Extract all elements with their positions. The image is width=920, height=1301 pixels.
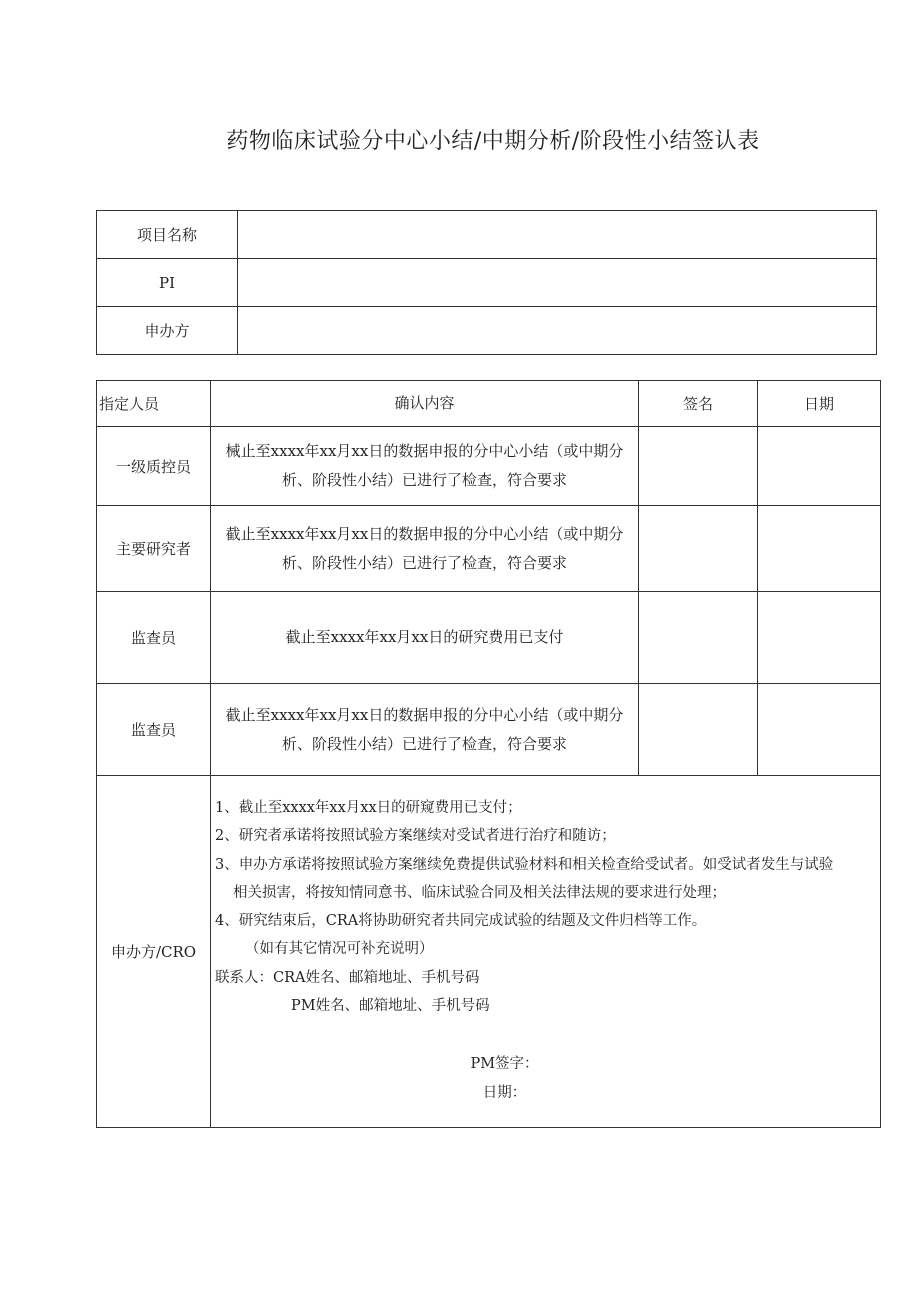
header-content: 确认内容: [211, 381, 639, 427]
pm-signature-label[interactable]: PM签字：: [470, 1056, 539, 1073]
table-row: [97, 259, 877, 307]
sponsor-row: [97, 776, 881, 1128]
sign-date-label[interactable]: 日期：: [482, 1084, 527, 1101]
signature-cell[interactable]: [639, 427, 758, 506]
sponsor-cro-label: 申办方/CRO: [97, 776, 211, 1128]
sponsor-commitments: [211, 776, 881, 1128]
signoff-table: [96, 380, 881, 1128]
sponsor-value[interactable]: [238, 307, 877, 355]
table-header-row: [97, 381, 881, 427]
page-title: 药物临床试验分中心小结/中期分析/阶段性小结签认表: [226, 129, 760, 154]
signature-cell[interactable]: [639, 592, 758, 684]
commitment-item: 相关损害，将按知情同意书、临床试验合同及相关法律法规的要求进行处理；: [233, 884, 726, 901]
person-cell: 主要研究者: [97, 506, 211, 592]
signature-cell[interactable]: [639, 684, 758, 776]
date-cell[interactable]: [758, 592, 881, 684]
content-cell: 械止至xxxx年xx月xx日的数据申报的分中心小结（或中期分析、阶段性小结）已进行了检查，符合要求: [211, 427, 639, 506]
pi-value[interactable]: [238, 259, 877, 307]
date-cell[interactable]: [758, 684, 881, 776]
sponsor-label: 申办方: [97, 307, 238, 355]
commitment-item: 3、申办方承诺将按照试验方案继续免费提供试验材料和相关检查给受试者。如受试者发生与试验: [215, 856, 834, 873]
table-row: [97, 427, 881, 506]
person-cell: 监查员: [97, 684, 211, 776]
signature-cell[interactable]: [639, 506, 758, 592]
project-name-label: 项目名称: [97, 211, 238, 259]
supplement-note: （如有其它情况可补充说明）: [245, 941, 434, 958]
person-cell: 一级质控员: [97, 427, 211, 506]
date-cell[interactable]: [758, 427, 881, 506]
commitment-item: 4、研究结束后，CRA将协助研究者共同完成试验的结题及文件归档等工作。: [215, 913, 707, 930]
date-cell[interactable]: [758, 506, 881, 592]
project-name-value[interactable]: [238, 211, 877, 259]
project-info-table: [96, 210, 877, 355]
table-row: [97, 211, 877, 259]
contact-pm: PM姓名、邮箱地址、手机号码: [291, 998, 490, 1015]
pi-label: PI: [97, 259, 238, 307]
header-date: 日期: [758, 381, 881, 427]
table-row: [97, 684, 881, 776]
content-cell: 截止至xxxx年xx月xx日的数据申报的分中心小结（或中期分析、阶段性小结）已进行了检查，符合要求: [211, 684, 639, 776]
table-row: [97, 506, 881, 592]
commitment-item: 1、截止至xxxx年xx月xx日的研窥费用已支付；: [215, 800, 522, 816]
person-cell: 监查员: [97, 592, 211, 684]
content-cell: 截止至xxxx年xx月xx日的数据申报的分中心小结（或中期分析、阶段性小结）已进行了检查，符合要求: [211, 506, 639, 592]
table-row: [97, 592, 881, 684]
header-signature: 签名: [639, 381, 758, 427]
table-row: [97, 307, 877, 355]
contact-cra: 联系人：CRA姓名、邮箱地址、手机号码: [215, 969, 480, 986]
content-cell: 截止至xxxx年xx月xx日的研究费用已支付: [211, 592, 639, 684]
header-person: 指定人员: [97, 381, 211, 427]
commitment-item: 2、研究者承诺将按照试验方案继续对受试者进行治疗和随访；: [215, 828, 616, 845]
